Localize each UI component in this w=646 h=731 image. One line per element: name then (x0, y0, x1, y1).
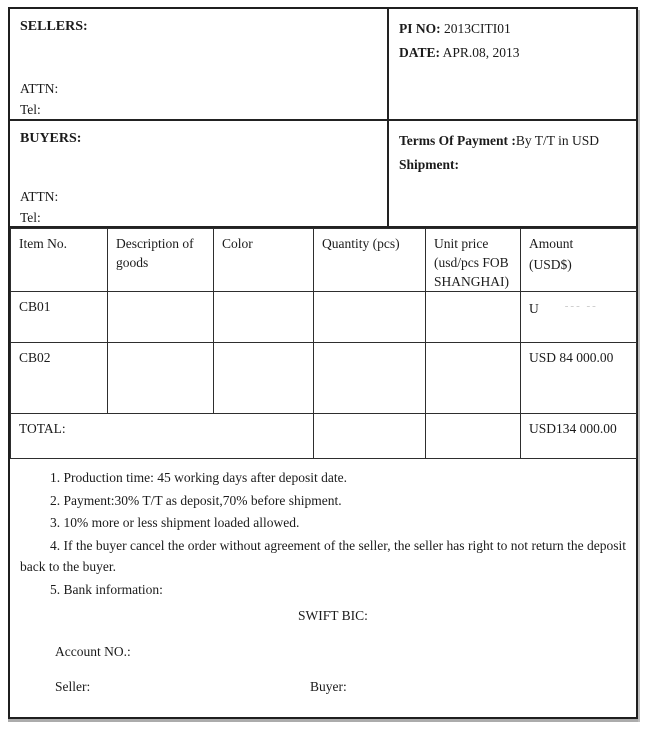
description-cell (108, 343, 214, 414)
terms-label: Terms Of Payment : (399, 133, 516, 148)
col-header-quantity: Quantity (pcs) (314, 229, 426, 292)
description-cell (108, 292, 214, 343)
pi-date-line (399, 41, 636, 65)
buyer-info-cell (10, 121, 389, 226)
quantity-cell (314, 343, 426, 414)
signature-row (20, 676, 626, 697)
pi-info-cell (389, 9, 636, 119)
seller-signature-label: Seller: (55, 679, 91, 694)
terms-of-payment-line (399, 129, 636, 153)
col-header-description: Description of goods (108, 229, 214, 292)
buyer-terms-section (10, 121, 636, 228)
total-quantity-cell (314, 414, 426, 459)
seller-tel-label: Tel: (20, 102, 41, 117)
date-value: APR.08, 2013 (442, 45, 520, 60)
amount-cell: USD 84 000.00 (521, 343, 637, 414)
color-cell (214, 292, 314, 343)
invoice-outer-border (8, 7, 638, 719)
col-header-item-no: Item No. (11, 229, 108, 292)
items-table (10, 228, 637, 459)
amount-redacted-remnant: --- -- (564, 300, 598, 312)
table-total-row (11, 414, 637, 459)
swift-bic-label: SWIFT BIC: (298, 608, 368, 623)
table-header-row (11, 229, 637, 292)
note-shipment-tolerance: 3. 10% more or less shipment loaded allowed. (50, 515, 300, 530)
sellers-label: SELLERS: (20, 19, 88, 34)
note-cancellation: 4. If the buyer cancel the order without agreement of the seller, the seller has right to not return the deposit back to the buyer. (20, 537, 626, 574)
buyer-attn-label: ATTN: (20, 189, 59, 204)
seller-pi-section (10, 9, 636, 121)
terms-notes-section (10, 459, 636, 697)
col-header-color: Color (214, 229, 314, 292)
item-no-cell: CB02 (11, 343, 108, 414)
amount-cell (521, 292, 637, 343)
total-unit-price-cell (426, 414, 521, 459)
buyers-label: BUYERS: (20, 131, 82, 146)
total-amount-cell: USD134 000.00 (521, 414, 637, 459)
table-row-cb02 (11, 343, 637, 414)
total-label-cell: TOTAL: (11, 414, 314, 459)
pi-no-label: PI NO: (399, 21, 441, 36)
buyer-signature-label: Buyer: (310, 679, 347, 694)
col-header-amount: Amount (USD$) (521, 229, 637, 292)
buyer-tel-label: Tel: (20, 210, 41, 225)
color-cell (214, 343, 314, 414)
account-no-label: Account NO.: (55, 644, 131, 659)
table-row-cb01 (11, 292, 637, 343)
unit-price-cell (426, 292, 521, 343)
terms-value: By T/T in USD (515, 133, 600, 148)
shipment-line (399, 153, 636, 177)
note-production-time: 1. Production time: 45 working days after deposit date. (50, 470, 347, 485)
note-bank-information: 5. Bank information: (50, 581, 163, 597)
shipment-label: Shipment: (399, 157, 460, 172)
seller-info-cell (10, 9, 389, 119)
unit-price-cell (426, 343, 521, 414)
pi-number-line (399, 17, 636, 41)
terms-cell (389, 121, 636, 226)
pi-no-value: 2013CITI01 (444, 21, 511, 36)
amount-partial-value: U (529, 301, 539, 316)
date-label: DATE: (399, 45, 441, 60)
note-payment: 2. Payment:30% T/T as deposit,70% before shipment. (50, 492, 342, 508)
item-no-cell: CB01 (11, 292, 108, 343)
seller-attn-label: ATTN: (20, 81, 59, 96)
col-header-unit-price: Unit price (usd/pcs FOB SHANGHAI) (426, 229, 521, 292)
quantity-cell (314, 292, 426, 343)
